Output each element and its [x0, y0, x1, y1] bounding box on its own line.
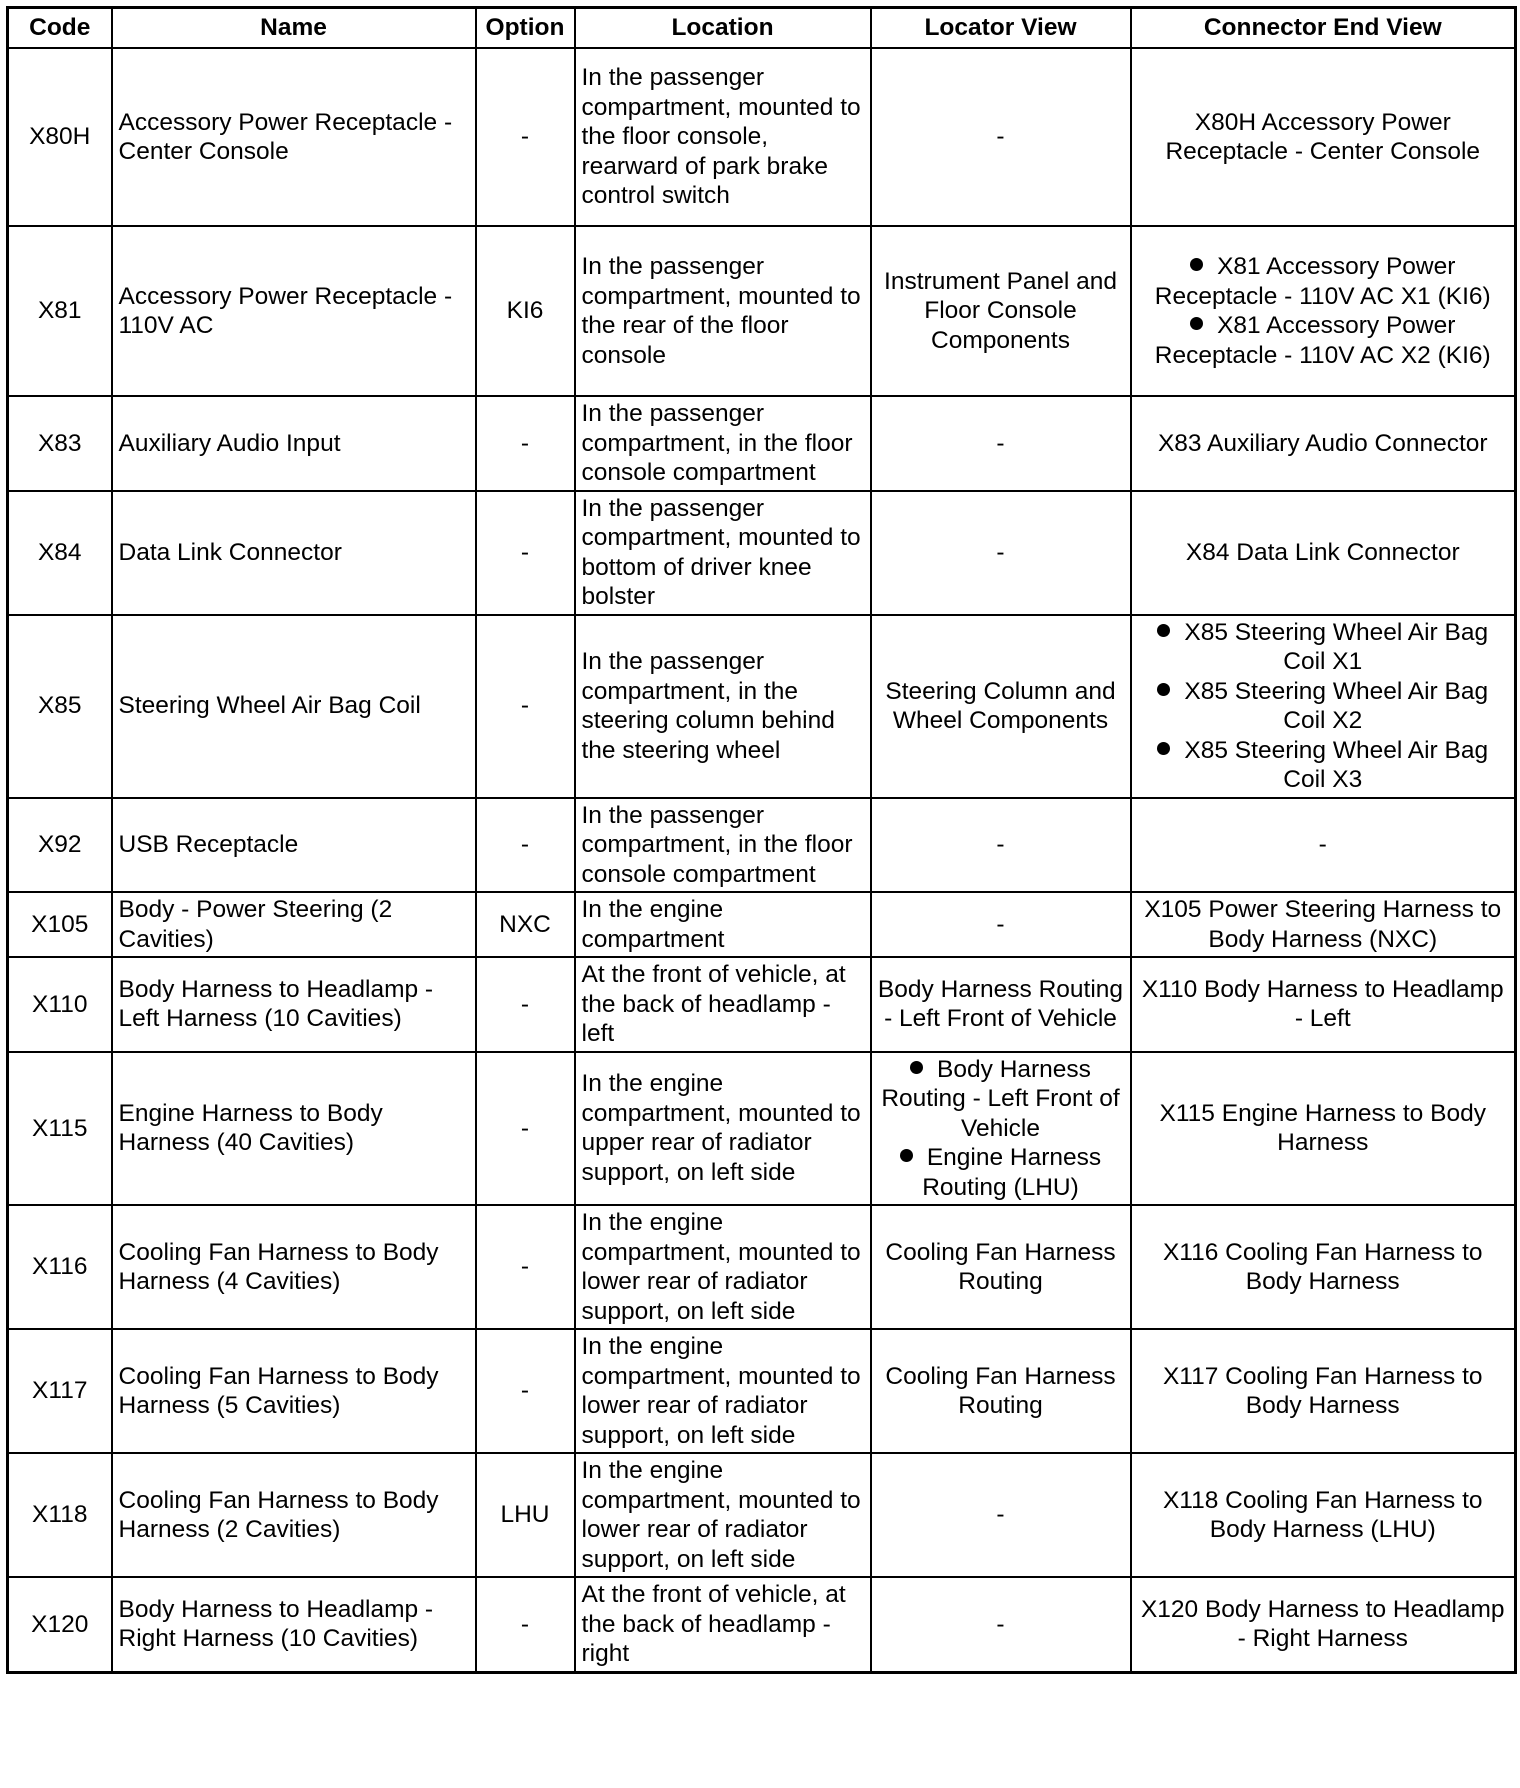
bullet-list-item	[1138, 736, 1509, 795]
option-cell: -	[476, 615, 575, 798]
code-cell: X117	[8, 1329, 112, 1453]
name-cell: Auxiliary Audio Input	[112, 396, 476, 491]
name-cell: Body Harness to Headlamp - Right Harness (10 Cavities)	[112, 1577, 476, 1672]
bullet-list-item	[878, 1143, 1124, 1202]
code-cell: X84	[8, 491, 112, 615]
name-cell: Cooling Fan Harness to Body Harness (4 Cavities)	[112, 1205, 476, 1329]
location-cell: In the engine compartment, mounted to lower rear of radiator support, on left side	[575, 1205, 871, 1329]
location-cell: In the passenger compartment, mounted to the rear of the floor console	[575, 226, 871, 396]
locator-view-item: Body Harness Routing - Left Front of Vehicle	[881, 1055, 1120, 1142]
locator-view-cell	[871, 1577, 1131, 1672]
locator-view-cell	[871, 48, 1131, 226]
option-cell: -	[476, 1329, 575, 1453]
name-cell: Accessory Power Receptacle - 110V AC	[112, 226, 476, 396]
connector-end-view-cell	[1131, 491, 1516, 615]
locator-view-item: Cooling Fan Harness Routing	[885, 1362, 1116, 1419]
option-cell: -	[476, 491, 575, 615]
option-cell: -	[476, 957, 575, 1052]
connector-end-view-item: X118 Cooling Fan Harness to Body Harness (LHU)	[1162, 1486, 1483, 1543]
table-row	[8, 1329, 1516, 1453]
connector-end-view-cell	[1131, 48, 1516, 226]
connector-table	[6, 6, 1517, 1674]
code-cell: X83	[8, 396, 112, 491]
name-cell: Cooling Fan Harness to Body Harness (2 Cavities)	[112, 1453, 476, 1577]
header-code: Code	[8, 8, 112, 49]
connector-end-view-item: X85 Steering Wheel Air Bag Coil X3	[1184, 736, 1489, 793]
table-row	[8, 491, 1516, 615]
table-row	[8, 957, 1516, 1052]
connector-end-view-item: X120 Body Harness to Headlamp - Right Harness	[1140, 1595, 1505, 1653]
connector-end-view-cell	[1131, 1052, 1516, 1206]
table-row	[8, 798, 1516, 893]
name-cell: USB Receptacle	[112, 798, 476, 893]
header-connector-end-view: Connector End View	[1131, 8, 1516, 49]
code-cell: X80H	[8, 48, 112, 226]
location-cell: In the engine compartment, mounted to upper rear of radiator support, on left side	[575, 1052, 871, 1206]
locator-view-item: -	[996, 538, 1005, 566]
bullet-dot-icon	[910, 1061, 923, 1074]
connector-end-view-cell	[1131, 1205, 1516, 1329]
locator-view-cell	[871, 892, 1131, 957]
location-cell: At the front of vehicle, at the back of headlamp - right	[575, 1577, 871, 1672]
connector-end-view-cell	[1131, 957, 1516, 1052]
connector-table-sheet	[6, 6, 1514, 1674]
locator-view-cell	[871, 491, 1131, 615]
table-row	[8, 1577, 1516, 1672]
option-cell: -	[476, 798, 575, 893]
bullet-list-item	[1138, 618, 1509, 677]
code-cell: X110	[8, 957, 112, 1052]
option-cell: -	[476, 48, 575, 226]
option-cell: -	[476, 396, 575, 491]
connector-end-view-cell	[1131, 798, 1516, 893]
location-cell: At the front of vehicle, at the back of headlamp - left	[575, 957, 871, 1052]
connector-end-view-item: X84 Data Link Connector	[1185, 538, 1460, 566]
locator-view-item: Steering Column and Wheel Components	[885, 677, 1116, 734]
locator-view-cell	[871, 1329, 1131, 1453]
table-row	[8, 615, 1516, 798]
connector-end-view-cell	[1131, 615, 1516, 798]
connector-end-view-item: X80H Accessory Power Receptacle - Center Console	[1165, 108, 1481, 165]
table-row	[8, 892, 1516, 957]
location-cell: In the engine compartment	[575, 892, 871, 957]
location-cell: In the passenger compartment, in the steering column behind the steering wheel	[575, 615, 871, 798]
code-cell: X116	[8, 1205, 112, 1329]
table-row	[8, 396, 1516, 491]
connector-end-view-item: X105 Power Steering Harness to Body Harness (NXC)	[1144, 896, 1502, 953]
locator-view-cell	[871, 396, 1131, 491]
code-cell: X85	[8, 615, 112, 798]
locator-view-item: Body Harness Routing - Left Front of Vehicle	[877, 975, 1124, 1033]
name-cell: Body - Power Steering (2 Cavities)	[112, 892, 476, 957]
header-location: Location	[575, 8, 871, 49]
bullet-dot-icon	[1190, 258, 1203, 271]
bullet-list	[878, 1055, 1124, 1203]
code-cell: X81	[8, 226, 112, 396]
connector-end-view-item: X110 Body Harness to Headlamp - Left	[1141, 975, 1504, 1033]
connector-end-view-item: -	[1318, 831, 1327, 858]
code-cell: X118	[8, 1453, 112, 1577]
bullet-dot-icon	[1157, 624, 1170, 637]
locator-view-item: -	[996, 831, 1005, 858]
code-cell: X115	[8, 1052, 112, 1206]
option-cell: KI6	[476, 226, 575, 396]
header-option: Option	[476, 8, 575, 49]
bullet-list-item	[1138, 311, 1509, 370]
connector-end-view-item: X85 Steering Wheel Air Bag Coil X1	[1184, 618, 1489, 675]
connector-end-view-item: X117 Cooling Fan Harness to Body Harness	[1162, 1362, 1483, 1419]
table-row	[8, 1453, 1516, 1577]
locator-view-cell	[871, 1453, 1131, 1577]
connector-end-view-cell	[1131, 1453, 1516, 1577]
table-header	[8, 8, 1516, 49]
table-row	[8, 1052, 1516, 1206]
location-cell: In the passenger compartment, in the floor console compartment	[575, 798, 871, 893]
table-row	[8, 1205, 1516, 1329]
code-cell: X92	[8, 798, 112, 893]
name-cell: Body Harness to Headlamp - Left Harness (10 Cavities)	[112, 957, 476, 1052]
bullet-dot-icon	[1157, 683, 1170, 696]
locator-view-cell	[871, 615, 1131, 798]
option-cell: -	[476, 1205, 575, 1329]
locator-view-cell	[871, 957, 1131, 1052]
location-cell: In the engine compartment, mounted to lower rear of radiator support, on left side	[575, 1453, 871, 1577]
connector-end-view-cell	[1131, 396, 1516, 491]
locator-view-cell	[871, 226, 1131, 396]
connector-end-view-item: X83 Auxiliary Audio Connector	[1157, 429, 1488, 457]
option-cell: -	[476, 1052, 575, 1206]
bullet-dot-icon	[1157, 742, 1170, 755]
table-row	[8, 48, 1516, 226]
connector-end-view-item: X85 Steering Wheel Air Bag Coil X2	[1184, 677, 1489, 734]
bullet-list	[1138, 252, 1509, 370]
connector-end-view-cell	[1131, 1329, 1516, 1453]
header-locator-view: Locator View	[871, 8, 1131, 49]
connector-end-view-item: X81 Accessory Power Receptacle - 110V AC X1 (KI6)	[1154, 253, 1491, 310]
locator-view-item: Engine Harness Routing (LHU)	[922, 1144, 1102, 1201]
name-cell: Data Link Connector	[112, 491, 476, 615]
bullet-dot-icon	[900, 1149, 913, 1162]
connector-end-view-cell	[1131, 226, 1516, 396]
name-cell: Engine Harness to Body Harness (40 Cavities)	[112, 1052, 476, 1206]
bullet-list-item	[1138, 677, 1509, 736]
locator-view-item: Instrument Panel and Floor Console Components	[884, 267, 1117, 354]
locator-view-item: -	[996, 910, 1005, 938]
bullet-list	[1138, 618, 1509, 795]
location-cell: In the passenger compartment, in the floor console compartment	[575, 396, 871, 491]
locator-view-cell	[871, 1052, 1131, 1206]
bullet-list-item	[878, 1055, 1124, 1144]
name-cell: Cooling Fan Harness to Body Harness (5 Cavities)	[112, 1329, 476, 1453]
locator-view-cell	[871, 1205, 1131, 1329]
connector-end-view-item: X116 Cooling Fan Harness to Body Harness	[1162, 1238, 1483, 1295]
locator-view-item: -	[996, 1501, 1005, 1529]
header-row	[8, 8, 1516, 49]
option-cell: LHU	[476, 1453, 575, 1577]
locator-view-item: Cooling Fan Harness Routing	[885, 1238, 1116, 1295]
option-cell: -	[476, 1577, 575, 1672]
locator-view-cell	[871, 798, 1131, 893]
table-row	[8, 226, 1516, 396]
connector-end-view-item: X115 Engine Harness to Body Harness	[1159, 1099, 1486, 1157]
bullet-dot-icon	[1190, 317, 1203, 330]
bullet-list-item	[1138, 252, 1509, 311]
connector-end-view-cell	[1131, 1577, 1516, 1672]
code-cell: X105	[8, 892, 112, 957]
location-cell: In the engine compartment, mounted to lower rear of radiator support, on left side	[575, 1329, 871, 1453]
location-cell: In the passenger compartment, mounted to the floor console, rearward of park brake control switch	[575, 48, 871, 226]
locator-view-item: -	[996, 123, 1005, 151]
locator-view-item: -	[996, 429, 1005, 457]
locator-view-item: -	[996, 1610, 1005, 1638]
table-body	[8, 48, 1516, 1672]
name-cell: Steering Wheel Air Bag Coil	[112, 615, 476, 798]
connector-end-view-item: X81 Accessory Power Receptacle - 110V AC X2 (KI6)	[1154, 312, 1491, 369]
connector-end-view-cell	[1131, 892, 1516, 957]
option-cell: NXC	[476, 892, 575, 957]
header-name: Name	[112, 8, 476, 49]
code-cell: X120	[8, 1577, 112, 1672]
location-cell: In the passenger compartment, mounted to bottom of driver knee bolster	[575, 491, 871, 615]
name-cell: Accessory Power Receptacle - Center Console	[112, 48, 476, 226]
